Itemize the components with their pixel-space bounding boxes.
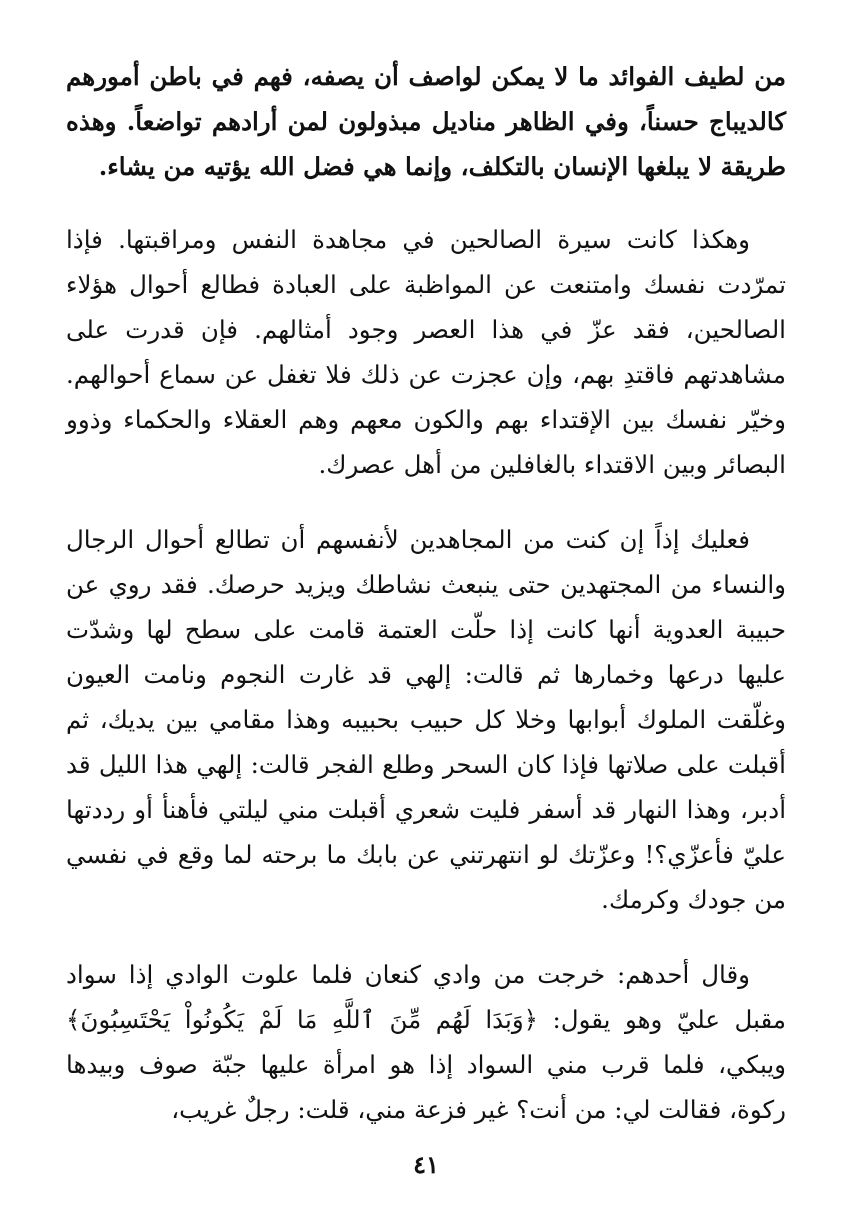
paragraph-3: فعليك إذاً إن كنت من المجاهدين لأنفسهم أن تطالع أحوال الرجال والنساء من المجتهدين حتى ينبعث نشاطك ويزيد حرصك. فقد روي عن حبيبة العدوية أنها كانت إذا حلّت العتمة قامت على سطح لها وشدّت عليها درعها وخمارها ثم قالت: إلهي قد غارت النجوم ونامت العيون وغلّقت الملوك أبوابها وخلا كل حبيب بحبيبه وهذا مقامي بين يديك، ثم أقبلت على صلاتها فإذا كان السحر وطلع الفجر قالت: إلهي هذا الليل قد أدبر، وهذا النهار قد أسفر فليت شعري أقبلت مني ليلتي فأهنأ أو رددتها عليّ فأعزّي؟! وعزّتك لو انتهرتني عن بابك ما برحته لما وقع في نفسي من جودك وكرمك. <box>66 525 786 914</box>
paragraph-gap <box>66 189 786 217</box>
page-body <box>66 54 786 1132</box>
paragraph-2: وهكذا كانت سيرة الصالحين في مجاهدة النفس ومراقبتها. فإذا تمرّدت نفسك وامتنعت عن المواظبة على العبادة فطالع أحوال هؤلاء الصالحين، فقد عزّ في هذا العصر وجود أمثالهم. فإن قدرت على مشاهدتهم فاقتدِ بهم، وإن عجزت عن ذلك فلا تغفل عن سماع أحوالهم. وخيّر نفسك بين الإقتداء بهم والكون معهم وهم العقلاء والحكماء وذوو البصائر وبين الاقتداء بالغافلين من أهل عصرك. <box>66 225 786 479</box>
paragraph-gap <box>66 487 786 517</box>
paragraph-gap <box>66 922 786 952</box>
quran-verse: ﴿وَبَدَا لَهُم مِّنَ ٱللَّهِ مَا لَمْ يَكُونُواْ يَحْتَسِبُونَ﴾ <box>66 1005 539 1034</box>
page-number: ٤١ <box>413 1150 439 1179</box>
paragraph-4 <box>66 952 786 1132</box>
paragraph-1: من لطيف الفوائد ما لا يمكن لواصف أن يصفه، فهم في باطن أمورهم كالديباج حسناً، وفي الظاهر مناديل مبذولون لمن أرادهم تواضعاً. وهذه طريقة لا يبلغها الإنسان بالتكلف، وإنما هي فضل الله يؤتيه من يشاء. <box>66 62 786 181</box>
paragraph-4-text-after: ويبكي، فلما قرب مني السواد إذا هو امرأة عليها جبّة صوف وبيدها ركوة، فقالت لي: من أنت؟ غير فزعة مني، قلت: رجلٌ غريب، <box>66 1050 786 1124</box>
paragraph-4-text-before: وقال أحدهم: خرجت من وادي كنعان فلما علوت الوادي إذا سواد مقبل عليّ وهو يقول: <box>66 960 786 1034</box>
